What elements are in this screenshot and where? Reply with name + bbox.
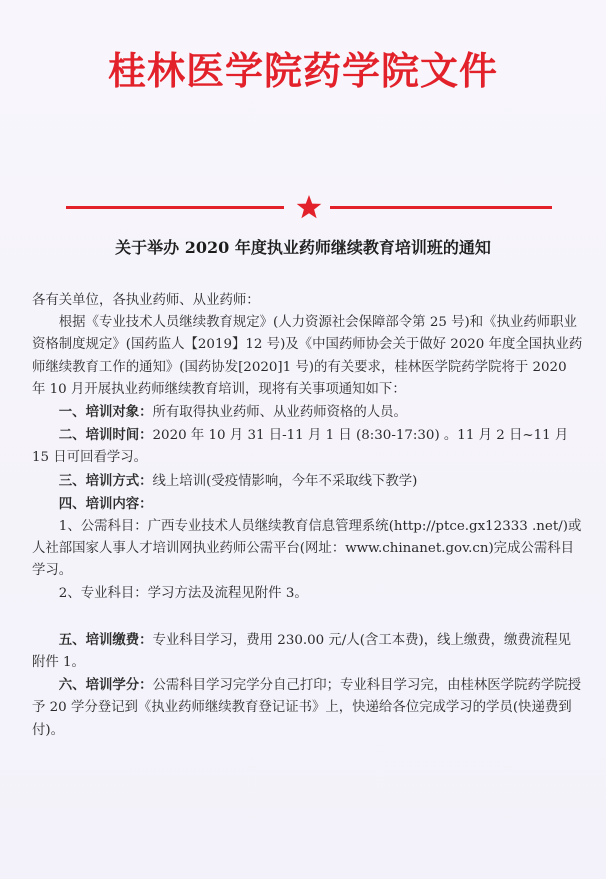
item-fee-label: 五、培训缴费： <box>58 631 153 648</box>
item-method <box>32 470 584 493</box>
divider-line-left <box>66 206 284 209</box>
item-method-text: 线上培训(受疫情影响，今年不采取线下教学) <box>152 473 418 489</box>
item-credit-text: 公需科目学习完学分自己打印；专业科目学习完，由桂林医学院药学院授予 20 学分登记到《执业药师继续教育登记证书》上，快递给各位完成学习的学员(快递费到付)。 <box>32 678 582 738</box>
item-content <box>32 493 584 516</box>
red-divider <box>66 194 552 222</box>
item-target <box>32 401 584 424</box>
intro-paragraph: 根据《专业技术人员继续教育规定》(人力资源社会保障部令第 25 号)和《执业药师职业资格制度规定》(国药监人【2019】12 号)及《中国药师协会关于做好 2020 年度全国执业药师继续教育工作的通知》(国药协发[2020]1 号)的有关要求，桂林医学院药学院将于 2020 年 10 月开展执业药师继续教育培训，现将有关事项通知如下： <box>32 315 583 397</box>
item-time <box>32 424 584 469</box>
item-fee <box>32 629 584 674</box>
item-fee-text: 专业科目学习，费用 230.00 元/人(含工本费)，线上缴费，缴费流程见附件 1。 <box>32 632 572 671</box>
paragraph-gap <box>32 605 584 629</box>
star-icon <box>296 194 322 220</box>
item-time-text: 2020 年 10 月 31 日-11 月 1 日 (8:30-17:30) 。11 月 2 日~11 月 15 日可回看学习。 <box>32 428 569 466</box>
item-target-label: 一、培训对象： <box>58 404 153 421</box>
item-content-label: 四、培训内容： <box>58 495 153 512</box>
item-method-label: 三、培训方式： <box>58 472 153 489</box>
item-content-sub2: 2、专业科目：学习方法及流程见附件 3。 <box>58 585 308 601</box>
notice-body <box>32 290 584 742</box>
letterhead-title: 桂林医学院药学院文件 <box>107 49 498 93</box>
divider-line-right <box>330 206 552 209</box>
item-time-label: 二、培训时间： <box>58 427 153 444</box>
salutation: 各有关单位，各执业药师、从业药师： <box>32 293 260 308</box>
item-credit-label: 六、培训学分： <box>58 677 153 694</box>
item-credit <box>32 674 584 742</box>
item-content-sub1: 1、公需科目：广西专业技术人员继续教育信息管理系统(http://ptce.gx12333 .net/)或人社部国家人事人才培训网执业药师公需平台(网址：www.chinanet.gov.cn)完成公需科目学习。 <box>32 519 582 579</box>
item-target-text: 所有取得执业药师、从业药师资格的人员。 <box>152 405 407 421</box>
notice-title: 关于举办 2020 年度执业药师继续教育培训班的通知 <box>115 238 491 257</box>
